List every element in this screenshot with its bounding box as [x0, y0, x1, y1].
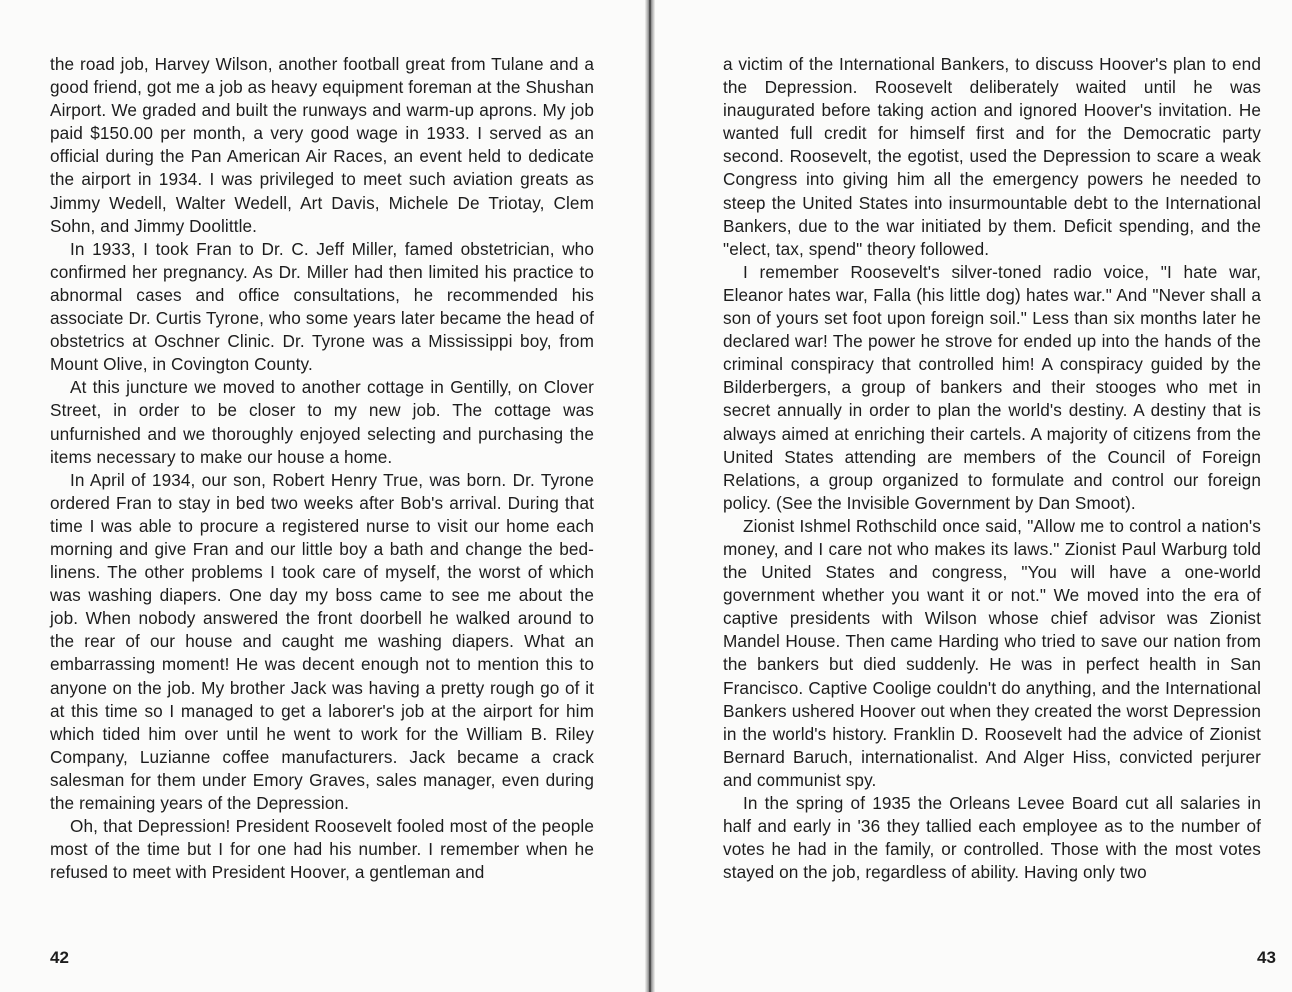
paragraph: In 1933, I took Fran to Dr. C. Jeff Miller, famed obstetrician, who confirmed her pregnancy. As Dr. Miller had then limited his practice to abnormal cases and office consultations, he recommended his associate Dr. Curtis Tyrone, who some years later became the head of obstetrics at Oschner Clinic. Dr. Tyrone was a Mississippi boy, from Mount Olive, in Covington County.: [50, 238, 594, 375]
paragraph: Zionist Ishmel Rothschild once said, "Allow me to control a nation's money, and I care not who makes its laws." Zionist Paul Warburg told the United States and congress, "You will have a one-world government whether you want it or not." We moved into the era of captive presidents with Wilson whose chief advisor was Zionist Mandel House. Then came Harding who tried to save our nation from the bankers but died suddenly. He was in perfect health in San Francisco. Captive Coolige couldn't do anything, and the International Bankers ushered Hoover out when they created the worst Depression in the world's history. Franklin D. Roosevelt had the advice of Zionist Bernard Baruch, internationalist. And Alger Hiss, convicted perjurer and communist spy.: [723, 515, 1261, 790]
paragraph: In the spring of 1935 the Orleans Levee Board cut all salaries in half and early in '36 they tallied each employee as to the number of votes he had in the family, or controlled. Those with the most votes stayed on the job, regardless of ability. Having only two: [723, 793, 1261, 883]
left-page-text: [50, 53, 594, 884]
paragraph: a victim of the International Bankers, to discuss Hoover's plan to end the Depression. Roosevelt deliberately waited until he was inaugurated before taking action and ignored Hoover's invitation. He wanted full credit for himself first and for the Democratic party second. Roosevelt, the egotist, used the Depression to scare a weak Congress into giving him all the emergency powers he needed to steep the United States into insurmountable debt to the International Bankers, due to the war initiated by them. Deficit spending, and the "elect, tax, spend" theory followed.: [723, 54, 1261, 259]
paragraph: I remember Roosevelt's silver-toned radio voice, "I hate war, Eleanor hates war, Falla (his little dog) hates war." And "Never shall a son of yours set foot upon foreign soil." Less than six months later he declared war! The power he strove for ended up into the hands of the criminal conspiracy that controlled him! A conspiracy guided by the Bilderbergers, a group of bankers and their stooges who met in secret annually in order to plan the world's destiny. A destiny that is always aimed at enriching their cartels. A majority of citizens from the United States attending are members of the Council of Foreign Relations, a group organized to formulate and control our foreign policy. (See the Invisible Government by Dan Smoot).: [723, 261, 1261, 513]
paragraph: the road job, Harvey Wilson, another football great from Tulane and a good friend, got me a job as heavy equipment foreman at the Shushan Airport. We graded and built the runways and warm-up aprons. My job paid $150.00 per month, a very good wage in 1933. I served as an official during the Pan American Air Races, an event held to dedicate the airport in 1934. I was privileged to meet such aviation greats as Jimmy Wedell, Walter Wedell, Art Davis, Michele De Triotay, Clem Sohn, and Jimmy Doolittle.: [50, 54, 594, 236]
left-page: [0, 0, 645, 992]
page-number-right: 43: [1257, 948, 1276, 967]
paragraph: In April of 1934, our son, Robert Henry True, was born. Dr. Tyrone ordered Fran to stay in bed two weeks after Bob's arrival. During that time I was able to procure a registered nurse to visit our home each morning and give Fran and our little boy a bath and change the bed-linens. The other problems I took care of myself, the worst of which was washing diapers. One day my boss came to see me about the job. When nobody answered the front doorbell he walked around to the rear of our house and caught me washing diapers. What an embarrassing moment! He was decent enough not to mention this to anyone on the job. My brother Jack was having a pretty rough go of it at this time so I managed to get a laborer's job at the airport for him which tided him over until he went to work for the William B. Riley Company, Luzianne coffee manufacturers. Jack became a crack salesman for them under Emory Graves, sales manager, even during the remaining years of the Depression.: [50, 469, 594, 813]
book-gutter: [645, 0, 655, 992]
right-page: [655, 0, 1292, 992]
page-number-left: 42: [50, 948, 69, 967]
right-page-text: [723, 53, 1261, 884]
paragraph: At this juncture we moved to another cottage in Gentilly, on Clover Street, in order to be closer to my new job. The cottage was unfurnished and we thoroughly enjoyed selecting and purchasing the items necessary to make our house a home.: [50, 377, 594, 467]
paragraph: Oh, that Depression! President Roosevelt fooled most of the people most of the time but I for one had his number. I remember when he refused to meet with President Hoover, a gentleman and: [50, 816, 594, 883]
